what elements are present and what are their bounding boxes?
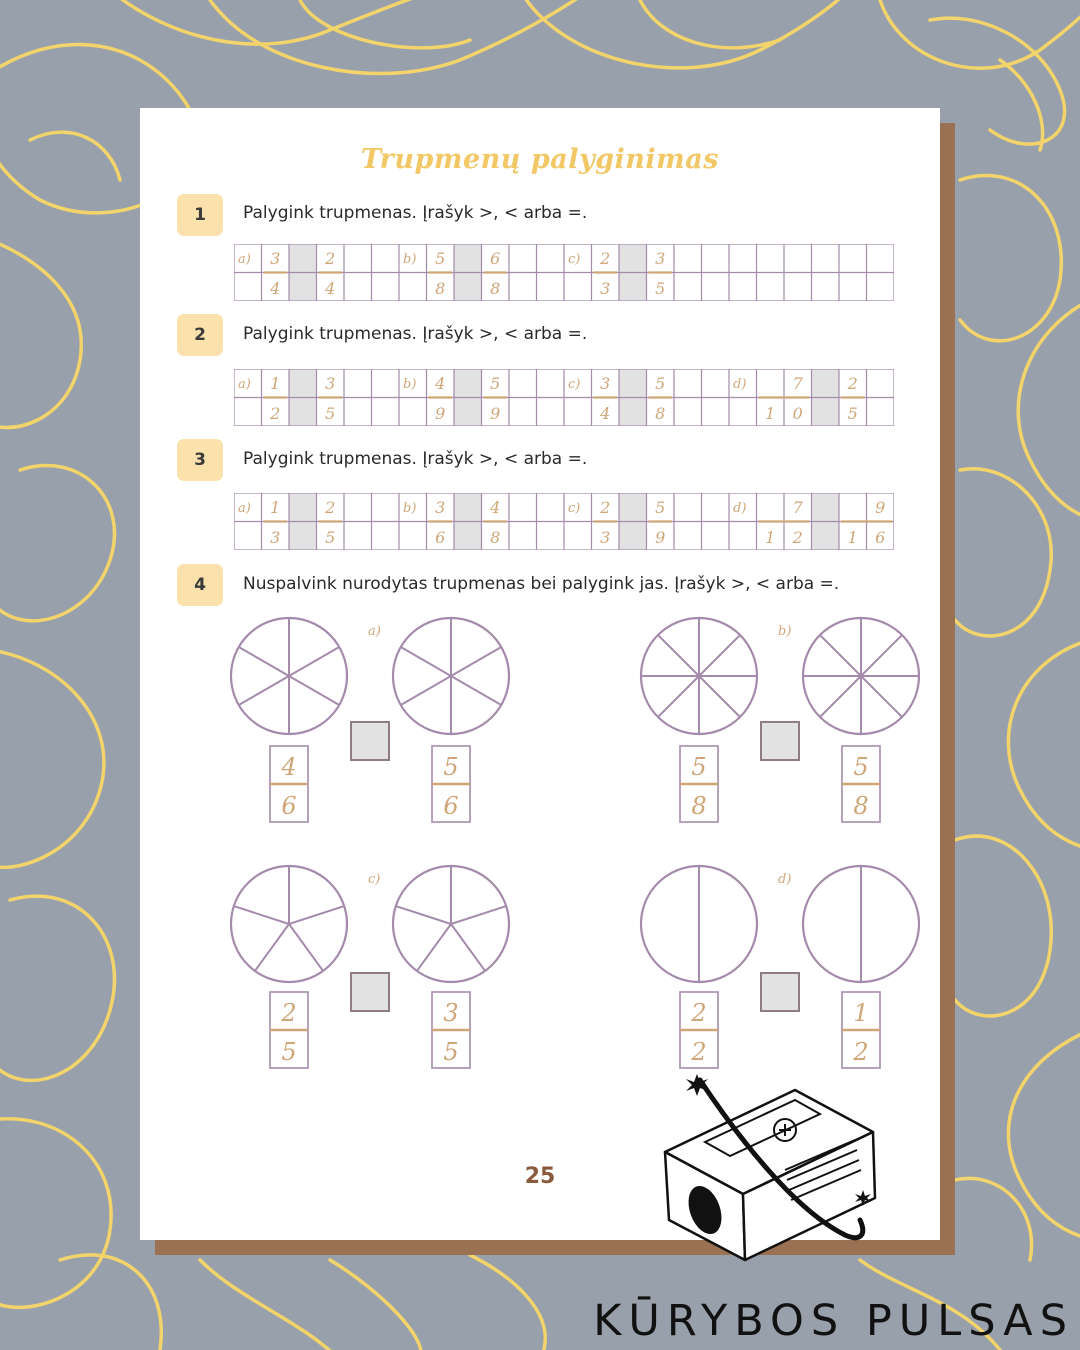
circle-slice-divider bbox=[401, 647, 451, 676]
fraction-denominator: 5 bbox=[443, 1038, 459, 1066]
fraction-denominator: 1 bbox=[765, 528, 776, 547]
exercise-label: b) bbox=[403, 377, 417, 392]
circle-slice-divider bbox=[401, 676, 451, 705]
circle-slice-divider bbox=[699, 635, 740, 676]
exercise-label: c) bbox=[568, 501, 581, 516]
task-number-badge: 3 bbox=[177, 439, 223, 481]
comparison-sign-box bbox=[761, 722, 799, 760]
fraction-numerator: 5 bbox=[691, 753, 707, 781]
circle-slice-divider bbox=[255, 924, 289, 971]
fraction-numerator: 3 bbox=[600, 374, 611, 393]
circle-slice-divider bbox=[289, 676, 339, 705]
circle-slice-divider bbox=[451, 647, 501, 676]
fraction-denominator: 4 bbox=[270, 279, 281, 298]
fraction-numerator: 1 bbox=[853, 999, 869, 1027]
fraction-denominator: 6 bbox=[443, 792, 459, 820]
circle-slice-divider bbox=[658, 676, 699, 717]
circle-slice-divider bbox=[234, 906, 289, 924]
circle-slice-divider bbox=[861, 635, 902, 676]
exercise-label: a) bbox=[238, 252, 251, 267]
fraction-denominator: 0 bbox=[792, 404, 803, 423]
fraction-denominator: 8 bbox=[853, 792, 869, 820]
fraction-denominator: 3 bbox=[600, 528, 611, 547]
fraction-numerator: 2 bbox=[325, 249, 336, 268]
fraction-denominator: 2 bbox=[792, 528, 803, 547]
circle-slice-divider bbox=[239, 676, 289, 705]
exercise-label: b) bbox=[403, 252, 417, 267]
fraction-numerator: 1 bbox=[270, 374, 281, 393]
fraction-denominator: 5 bbox=[325, 404, 336, 423]
fraction-numerator: 3 bbox=[270, 249, 281, 268]
fraction-denominator: 9 bbox=[435, 404, 446, 423]
task-number-badge: 2 bbox=[177, 314, 223, 356]
exercise-label: b) bbox=[403, 501, 417, 516]
fraction-numerator: 5 bbox=[490, 374, 501, 393]
fraction-denominator: 8 bbox=[490, 528, 501, 547]
fraction-denominator: 5 bbox=[847, 404, 858, 423]
task-instruction: Palygink trupmenas. Įrašyk >, < arba =. bbox=[243, 449, 588, 469]
fraction-denominator: 3 bbox=[600, 279, 611, 298]
circle-slice-divider bbox=[451, 906, 506, 924]
fraction-denominator: 9 bbox=[655, 528, 666, 547]
fraction-numerator: 7 bbox=[792, 374, 803, 393]
fraction-numerator: 1 bbox=[270, 498, 281, 517]
exercise-label: d) bbox=[733, 377, 747, 392]
fraction-numerator: 4 bbox=[490, 498, 501, 517]
exercise-label: c) bbox=[368, 872, 381, 887]
circle-slice-divider bbox=[289, 924, 323, 971]
fraction-numerator: 5 bbox=[655, 374, 666, 393]
fraction-denominator: 6 bbox=[875, 528, 886, 547]
circle-slice-divider bbox=[820, 676, 861, 717]
fraction-denominator: 8 bbox=[655, 404, 666, 423]
circle-slice-divider bbox=[820, 635, 861, 676]
fraction-denominator: 3 bbox=[270, 528, 281, 547]
fraction-numerator: 5 bbox=[655, 498, 666, 517]
task-number-badge: 1 bbox=[177, 194, 223, 236]
fraction-numerator: 3 bbox=[443, 999, 459, 1027]
fraction-numerator: 5 bbox=[853, 753, 869, 781]
circle-slice-divider bbox=[861, 676, 902, 717]
exercise-label: c) bbox=[568, 252, 581, 267]
circle-slice-divider bbox=[417, 924, 451, 971]
worksheet-title: Trupmenų palyginimas bbox=[361, 144, 719, 175]
fraction-denominator: 1 bbox=[765, 404, 776, 423]
fraction-numerator: 2 bbox=[281, 999, 297, 1027]
fraction-denominator: 2 bbox=[691, 1038, 707, 1066]
fraction-numerator: 7 bbox=[792, 498, 803, 517]
fraction-denominator: 6 bbox=[281, 792, 297, 820]
circle-slice-divider bbox=[289, 647, 339, 676]
circle-slice-divider bbox=[289, 906, 344, 924]
exercise-label: a) bbox=[238, 501, 251, 516]
task-number-badge: 4 bbox=[177, 564, 223, 606]
brand-name: KŪRYBOS PULSAS bbox=[593, 1296, 1074, 1346]
circle-slice-divider bbox=[658, 635, 699, 676]
fraction-numerator: 5 bbox=[443, 753, 459, 781]
task-instruction: Palygink trupmenas. Įrašyk >, < arba =. bbox=[243, 203, 588, 223]
fraction-denominator: 5 bbox=[655, 279, 666, 298]
fraction-numerator: 2 bbox=[600, 249, 611, 268]
circle-slice-divider bbox=[451, 676, 501, 705]
fraction-numerator: 3 bbox=[325, 374, 336, 393]
exercise-label: d) bbox=[778, 872, 792, 887]
fraction-numerator: 2 bbox=[691, 999, 707, 1027]
fraction-denominator: 1 bbox=[847, 528, 858, 547]
circle-slice-divider bbox=[239, 647, 289, 676]
fraction-numerator: 2 bbox=[600, 498, 611, 517]
circle-slice-divider bbox=[699, 676, 740, 717]
fraction-denominator: 2 bbox=[853, 1038, 869, 1066]
fraction-denominator: 9 bbox=[490, 404, 501, 423]
comparison-sign-box bbox=[351, 722, 389, 760]
fraction-numerator: 9 bbox=[875, 498, 886, 517]
fraction-numerator: 4 bbox=[281, 753, 297, 781]
circle-slice-divider bbox=[396, 906, 451, 924]
exercise-label: b) bbox=[778, 624, 792, 639]
fraction-numerator: 2 bbox=[847, 374, 858, 393]
exercise-label: a) bbox=[368, 624, 381, 639]
task-instruction: Nuspalvink nurodytas trupmenas bei palygink jas. Įrašyk >, < arba =. bbox=[243, 574, 840, 594]
fraction-numerator: 5 bbox=[435, 249, 446, 268]
fraction-numerator: 4 bbox=[435, 374, 446, 393]
exercise-label: d) bbox=[733, 501, 747, 516]
fraction-numerator: 6 bbox=[490, 249, 501, 268]
fraction-denominator: 5 bbox=[281, 1038, 297, 1066]
task-instruction: Palygink trupmenas. Įrašyk >, < arba =. bbox=[243, 324, 588, 344]
circle-slice-divider bbox=[451, 924, 485, 971]
fraction-denominator: 5 bbox=[325, 528, 336, 547]
fraction-denominator: 8 bbox=[691, 792, 707, 820]
fraction-numerator: 3 bbox=[435, 498, 446, 517]
fraction-numerator: 3 bbox=[655, 249, 666, 268]
fraction-denominator: 8 bbox=[490, 279, 501, 298]
exercise-label: c) bbox=[568, 377, 581, 392]
fraction-denominator: 4 bbox=[600, 404, 611, 423]
fraction-denominator: 8 bbox=[435, 279, 446, 298]
fraction-numerator: 2 bbox=[325, 498, 336, 517]
comparison-sign-box bbox=[761, 973, 799, 1011]
comparison-sign-box bbox=[351, 973, 389, 1011]
fraction-denominator: 4 bbox=[325, 279, 336, 298]
pencil-sharpener-icon bbox=[645, 1070, 885, 1285]
exercise-label: a) bbox=[238, 377, 251, 392]
fraction-denominator: 6 bbox=[435, 528, 446, 547]
fraction-denominator: 2 bbox=[270, 404, 281, 423]
page-number: 25 bbox=[524, 1164, 556, 1189]
